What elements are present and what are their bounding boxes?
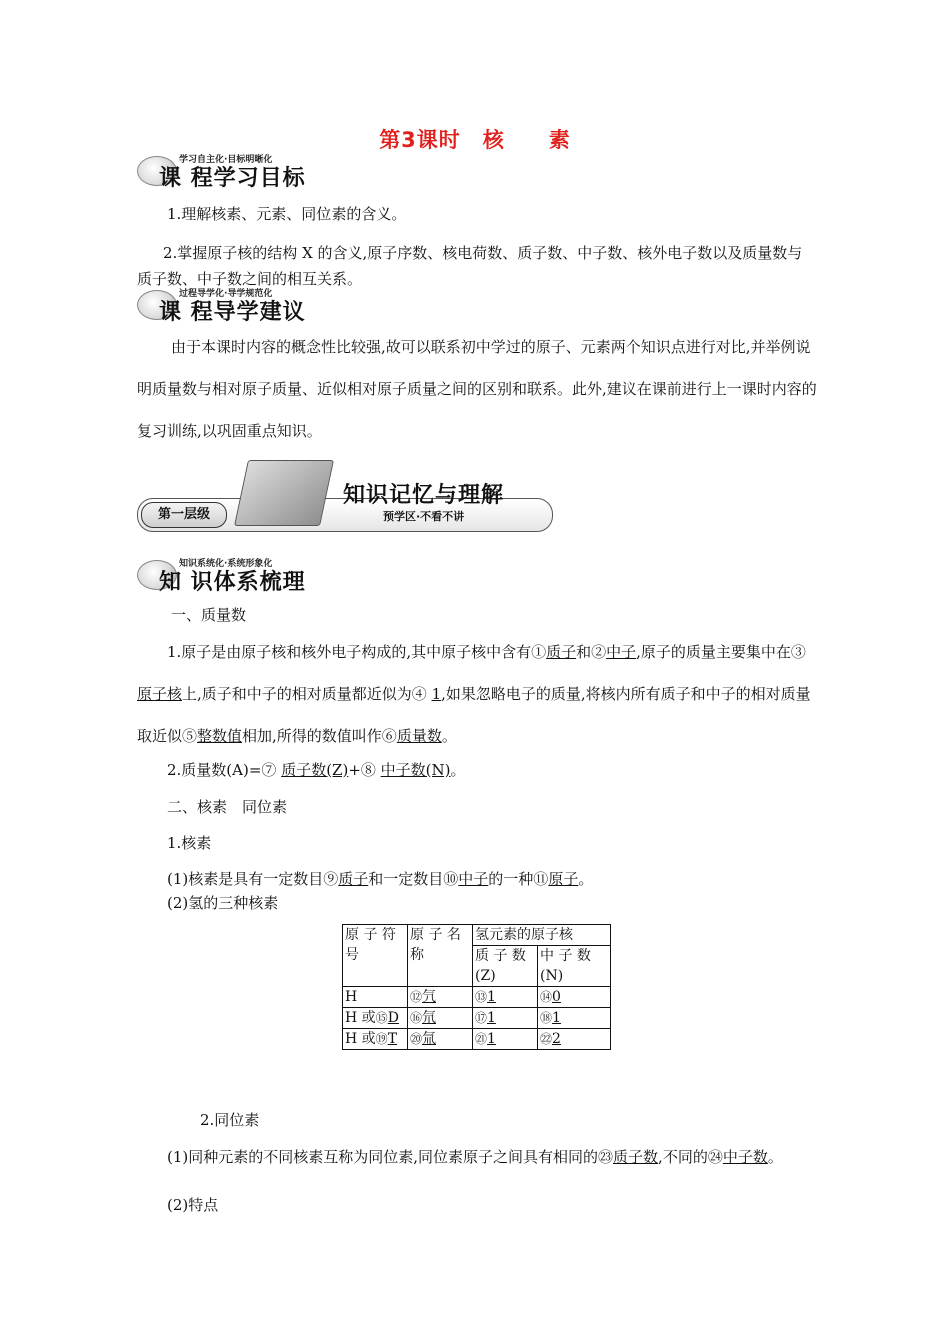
header-atom-name: 原 子 名称 — [408, 925, 473, 987]
section-header-system — [137, 556, 337, 594]
answer-11: 原子 — [548, 870, 579, 888]
goal-1: 1.理解核素、元素、同位素的含义。 — [167, 205, 407, 223]
hydrogen-nuclide-table — [342, 924, 611, 1050]
section-header-title: 课 程学习目标 — [159, 166, 306, 191]
section-header-title: 课 程导学建议 — [159, 300, 306, 325]
level-banner — [137, 452, 553, 536]
answer-8: 中子数(N) — [380, 761, 451, 779]
guide-paragraph: 由于本课时内容的概念性比较强,故可以联系初中学过的原子、元素两个知识点进行对比,并举例说明质量数与相对原子质量、近似相对原子质量之间的区别和联系。此外,建议在课前进行上一课时内容的复习训练,以巩固重点知识。 — [137, 338, 817, 440]
paragraph-mass-formula: 2.质量数(A)=⑦ 质子数(Z)+⑧ 中子数(N)。 — [167, 761, 466, 779]
goal-2: 2.掌握原子核的结构 X 的含义,原子序数、核电荷数、质子数、中子数、核外电子数以及质量数与质子数、中子数之间的相互关系。 — [137, 244, 803, 288]
answer-5: 整数值 — [197, 727, 243, 745]
section-header-guide — [137, 286, 337, 324]
answer-4: 1 — [431, 685, 442, 703]
book-icon — [234, 460, 334, 526]
table-header-row — [343, 925, 611, 946]
answer-2: 中子 — [606, 643, 637, 661]
header-proton-count: 质 子 数(Z) — [473, 946, 538, 987]
header-nucleus-group: 氢元素的原子核 — [473, 925, 611, 946]
section-heading-mass-number: 一、质量数 — [171, 606, 247, 624]
section-header-title: 知 识体系梳理 — [159, 570, 306, 595]
page-title: 第3课时 核 素 — [379, 128, 571, 152]
section-header-goals — [137, 152, 337, 190]
subheading-features: (2)特点 — [167, 1196, 219, 1214]
answer-10: 中子 — [458, 870, 489, 888]
section-header-subtitle: 学习自主化·目标明晰化 — [179, 155, 273, 165]
header-atom-symbol: 原 子 符号 — [343, 925, 408, 987]
subheading-hydrogen-nuclides: (2)氢的三种核素 — [167, 894, 279, 912]
subheading-isotope: 2.同位素 — [200, 1111, 260, 1129]
table-row: H ⑫氕 ⑬1 ⑭0 — [343, 987, 611, 1008]
answer-9: 质子 — [338, 870, 369, 888]
section-heading-nuclide: 二、核素 同位素 — [167, 798, 288, 816]
answer-1: 质子 — [546, 643, 577, 661]
banner-subtitle: 预学区·不看不讲 — [383, 510, 465, 523]
paragraph-atom-structure: 1.原子是由原子核和核外电子构成的,其中原子核中含有①质子和②中子,原子的质量主要集中在③原子核上,质子和中子的相对质量都近似为④ 1,如果忽略电子的质量,将核内所有质子和中子的相对质量取近似⑤整数值相加,所得的数值叫作⑥质量数。 — [137, 643, 811, 745]
answer-3: 原子核 — [137, 685, 183, 703]
section-header-subtitle: 知识系统化·系统形象化 — [179, 559, 273, 569]
subheading-nuclide: 1.核素 — [167, 834, 212, 852]
table-row: H 或⑲T ⑳氚 ㉑1 ㉒2 — [343, 1029, 611, 1050]
answer-6: 质量数 — [396, 727, 442, 745]
answer-24: 中子数 — [722, 1148, 768, 1166]
section-header-subtitle: 过程导学化·导学规范化 — [179, 289, 273, 299]
banner-title: 知识记忆与理解 — [343, 483, 505, 508]
paragraph-nuclide-definition: (1)核素是具有一定数目⑨质子和一定数目⑩中子的一种⑪原子。 — [167, 870, 594, 888]
answer-23: 质子数 — [613, 1148, 659, 1166]
level-badge: 第一层级 — [141, 502, 227, 528]
header-neutron-count: 中 子 数(N) — [538, 946, 611, 987]
paragraph-isotope-definition: (1)同种元素的不同核素互称为同位素,同位素原子之间具有相同的㉓质子数,不同的㉔中子数。 — [167, 1148, 783, 1166]
table-row: H 或⑮D ⑯氘 ⑰1 ⑱1 — [343, 1008, 611, 1029]
answer-7: 质子数(Z) — [281, 761, 349, 779]
